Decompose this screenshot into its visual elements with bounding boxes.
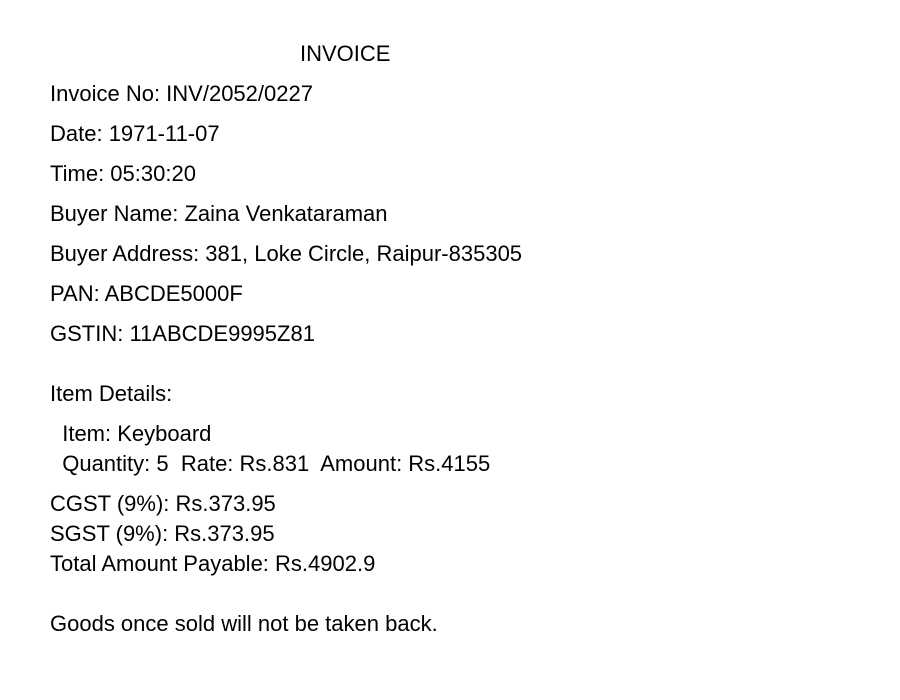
total-amount-payable: Total Amount Payable: Rs.4902.9	[50, 551, 376, 576]
buyer-address: Buyer Address: 381, Loke Circle, Raipur-835305	[50, 241, 523, 266]
invoice-title: INVOICE	[300, 41, 391, 66]
invoice-time: Time: 05:30:20	[50, 161, 196, 186]
footer-note: Goods once sold will not be taken back.	[50, 611, 438, 636]
cgst-amount: CGST (9%): Rs.373.95	[50, 491, 276, 516]
item-name: Item: Keyboard	[50, 421, 212, 446]
invoice-date: Date: 1971-11-07	[50, 121, 220, 146]
buyer-name: Buyer Name: Zaina Venkataraman	[50, 201, 388, 226]
gstin-number: GSTIN: 11ABCDE9995Z81	[50, 321, 315, 346]
sgst-amount: SGST (9%): Rs.373.95	[50, 521, 275, 546]
pan-number: PAN: ABCDE5000F	[50, 281, 243, 306]
item-details-heading: Item Details:	[50, 381, 173, 406]
item-quantity-rate-amount: Quantity: 5 Rate: Rs.831 Amount: Rs.4155	[50, 451, 491, 476]
invoice-number: Invoice No: INV/2052/0227	[50, 81, 313, 106]
